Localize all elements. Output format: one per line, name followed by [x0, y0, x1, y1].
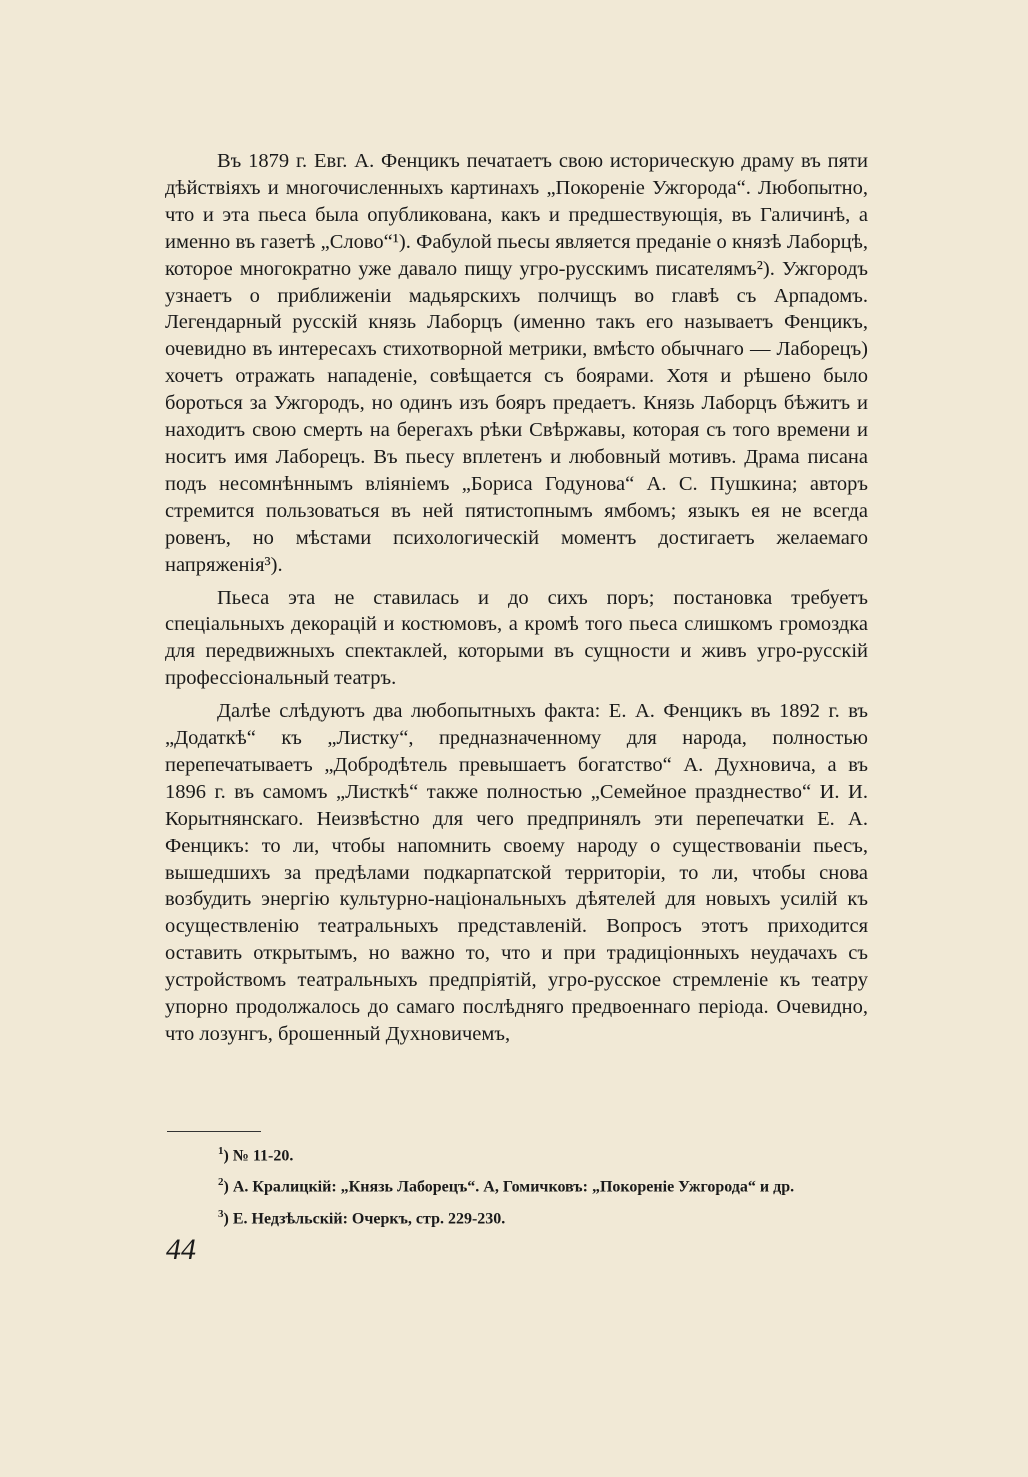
main-text [165, 148, 868, 1054]
footnote-marker: 1 [218, 1145, 224, 1157]
paragraph-3: Далѣе слѣдуютъ два любопытныхъ факта: Е. А. Фенцикъ въ 1892 г. въ „Додаткѣ“ къ „Листку“, предназначенному для народа, полностью перепечатываетъ „Добродѣтель превышаетъ богатство“ А. Духновича, а въ 1896 г. въ самомъ „Листкѣ“ также полностью „Семейное празднество“ И. И. Корытнянскаго. Неизвѣстно для чего предпринялъ эти перепечатки Е. А. Фенцикъ: то ли, чтобы напомнить своему народу о существованiи пьесъ, вышедшихъ за предѣлами подкарпатской территорiи, то ли, чтобы снова возбудить энергiю культурно-нацiональныхъ дѣятелей для новыхъ усилiй къ осуществленiю театральныхъ представленiй. Вопросъ этотъ приходится оставить открытымъ, но важно то, что и при традицiонныхъ неудачахъ съ устройствомъ театральныхъ предпрiятiй, угро-русское стремленiе къ театру упорно продолжалось до самаго послѣдняго предвоеннаго перiода. Очевидно, что лозунгъ, брошенный Духновичемъ, [165, 700, 868, 1045]
footnote-text: № 11-20. [232, 1147, 294, 1165]
paragraph-2: Пьеса эта не ставилась и до сихъ поръ; постановка требуетъ спецiальныхъ декорацiй и костюмовъ, а кромѣ того пьеса слишкомъ громоздка для передвижныхъ спектаклей, которыми въ сущности и живъ угро-русскiй профессiональный театръ. [165, 586, 868, 690]
footnote-marker: 2 [218, 1176, 224, 1189]
page-number: 44 [166, 1233, 196, 1266]
footnotes [218, 1138, 868, 1232]
footnote-text: Е. Недзѣльскiй: Очеркъ, стр. 229-230. [232, 1209, 506, 1227]
footnote-3: $^3$) Е. Недзѣльскiй: Очеркъ, стр. 229-230. [218, 1207, 506, 1227]
footnote-1: $^1$) № 11-20. [218, 1145, 294, 1165]
footnote-divider [167, 1131, 261, 1132]
footnote-marker: 3 [218, 1207, 224, 1220]
footnote-text: А. Кралицкiй: „Князь Лаборецъ“. А, Гомичковъ: „Покоренiе Ужгорода“ и др. [232, 1178, 795, 1196]
footnote-2: $^2$) А. Кралицкiй: „Князь Лаборецъ“. А, Гомичковъ: „Покоренiе Ужгорода“ и др. [218, 1176, 795, 1196]
paragraph-1: Въ 1879 г. Евг. А. Фенцикъ печатаетъ свою историческую драму въ пяти дѣйствiяхъ и многочисленныхъ картинахъ „Покоренiе Ужгорода“. Любопытно, что и эта пьеса была опубликована, какъ и предшествующiя, въ Галичинѣ, а именно въ газетѣ „Слово“¹). Фабулой пьесы является преданiе о князѣ Лаборцѣ, которое многократно уже давало пищу угро-русскимъ писателямъ²). Ужгородъ узнаетъ о приближенiи мадьярскихъ полчищъ во главѣ съ Арпадомъ. Легендарный русскiй князь Лаборцъ (именно такъ его называетъ Фенцикъ, очевидно въ интересахъ стихотворной метрики, вмѣсто обычнаго — Лаборецъ) хочетъ отражать нападенiе, совѣщается съ боярами. Хотя и рѣшено было бороться за Ужгородъ, но одинъ изъ бояръ предаетъ. Князь Лаборцъ бѣжитъ и находитъ свою смерть на берегахъ рѣки Свѣржавы, которая съ того времени и носитъ имя Лаборецъ. Въ пьесу вплетенъ и любовный мотивъ. Драма писана подъ несомнѣннымъ влiянiемъ „Бориса Годунова“ А. С. Пушкина; авторъ стремится пользоваться въ ней пятистопнымъ ямбомъ; языкъ ея не всегда ровенъ, но мѣстами психологическiй моментъ достигаетъ желаемаго напряженiя³). [165, 150, 868, 576]
